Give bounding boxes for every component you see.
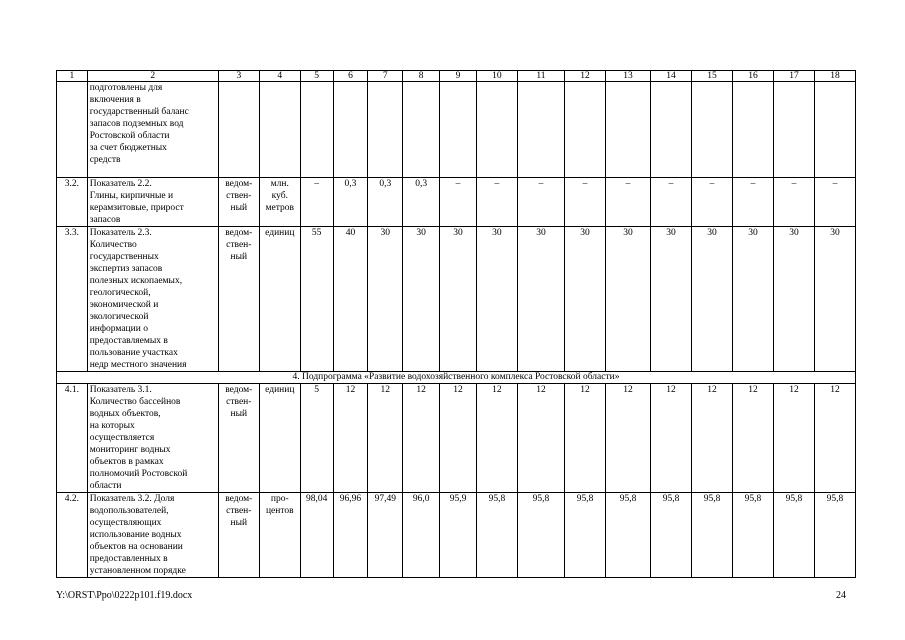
data-source: ведом- ствен- ный <box>218 227 259 372</box>
page-number: 24 <box>836 590 846 601</box>
value-cell: 0,3 <box>368 178 403 227</box>
value-cell <box>476 82 517 178</box>
value-cell: 95,8 <box>773 493 814 578</box>
value-cell: – <box>605 178 650 227</box>
indicator-name: подготовлены для включения в государственный баланс запасов подземных вод Ростовской области за счет бюджетных средств <box>87 82 218 178</box>
header-cell: 9 <box>440 71 477 82</box>
value-cell: 96,96 <box>333 493 368 578</box>
unit: единиц <box>259 227 300 372</box>
value-cell: 95,8 <box>476 493 517 578</box>
value-cell: 12 <box>773 384 814 493</box>
value-cell: – <box>732 178 773 227</box>
value-cell <box>732 82 773 178</box>
header-cell: 13 <box>605 71 650 82</box>
value-cell <box>565 82 606 178</box>
header-cell: 3 <box>218 71 259 82</box>
header-cell: 8 <box>403 71 440 82</box>
header-cell: 15 <box>692 71 733 82</box>
value-cell: 30 <box>773 227 814 372</box>
value-cell: 30 <box>651 227 692 372</box>
table-row <box>57 493 856 578</box>
value-cell: – <box>814 178 855 227</box>
row-number <box>57 82 88 178</box>
unit: про- центов <box>259 493 300 578</box>
value-cell: 30 <box>732 227 773 372</box>
value-cell: 95,8 <box>651 493 692 578</box>
value-cell: – <box>773 178 814 227</box>
value-cell: – <box>440 178 477 227</box>
value-cell <box>333 82 368 178</box>
value-cell: 12 <box>403 384 440 493</box>
value-cell: 30 <box>692 227 733 372</box>
table-row <box>57 384 856 493</box>
value-cell: – <box>692 178 733 227</box>
value-cell: 12 <box>565 384 606 493</box>
value-cell: – <box>517 178 564 227</box>
value-cell: 30 <box>440 227 477 372</box>
header-cell: 16 <box>732 71 773 82</box>
row-number: 3.3. <box>57 227 88 372</box>
value-cell: – <box>300 178 333 227</box>
value-cell: 12 <box>476 384 517 493</box>
header-cell: 5 <box>300 71 333 82</box>
value-cell: 12 <box>517 384 564 493</box>
value-cell: 97,49 <box>368 493 403 578</box>
value-cell: 98,04 <box>300 493 333 578</box>
data-source: ведом- ствен- ный <box>218 493 259 578</box>
value-cell <box>814 82 855 178</box>
unit <box>259 82 300 178</box>
value-cell: 12 <box>651 384 692 493</box>
section-row <box>57 372 856 384</box>
header-cell: 17 <box>773 71 814 82</box>
value-cell: 95,9 <box>440 493 477 578</box>
value-cell <box>773 82 814 178</box>
value-cell <box>605 82 650 178</box>
value-cell: – <box>651 178 692 227</box>
value-cell: 12 <box>368 384 403 493</box>
table-row <box>57 178 856 227</box>
row-number: 4.1. <box>57 384 88 493</box>
header-cell: 6 <box>333 71 368 82</box>
indicator-name: Показатель 3.1. Количество бассейнов водных объектов, на которых осуществляется мониторинг водных объектов в рамках полномочий Ростовской области <box>87 384 218 493</box>
value-cell: 12 <box>732 384 773 493</box>
value-cell: 12 <box>692 384 733 493</box>
indicator-name: Показатель 2.2. Глины, кирпичные и керамзитовые, прирост запасов <box>87 178 218 227</box>
value-cell: 5 <box>300 384 333 493</box>
header-cell: 12 <box>565 71 606 82</box>
row-number: 4.2. <box>57 493 88 578</box>
table-row <box>57 227 856 372</box>
value-cell <box>517 82 564 178</box>
header-cell: 7 <box>368 71 403 82</box>
value-cell: 55 <box>300 227 333 372</box>
value-cell: 96,0 <box>403 493 440 578</box>
header-cell: 2 <box>87 71 218 82</box>
value-cell <box>440 82 477 178</box>
value-cell: 12 <box>814 384 855 493</box>
value-cell: 95,8 <box>605 493 650 578</box>
header-cell: 1 <box>57 71 88 82</box>
value-cell: 95,8 <box>565 493 606 578</box>
value-cell: 95,8 <box>814 493 855 578</box>
section-title: 4. Подпрограмма «Развитие водохозяйственного комплекса Ростовской области» <box>57 372 856 384</box>
value-cell: 95,8 <box>732 493 773 578</box>
data-source: ведом- ствен- ный <box>218 178 259 227</box>
value-cell: – <box>476 178 517 227</box>
header-cell: 10 <box>476 71 517 82</box>
value-cell <box>300 82 333 178</box>
header-cell: 18 <box>814 71 855 82</box>
value-cell: 30 <box>814 227 855 372</box>
indicators-table <box>56 70 856 578</box>
value-cell: 30 <box>368 227 403 372</box>
value-cell: 0,3 <box>403 178 440 227</box>
value-cell: 12 <box>605 384 650 493</box>
value-cell: 30 <box>605 227 650 372</box>
table-row <box>57 82 856 178</box>
value-cell <box>368 82 403 178</box>
value-cell: 30 <box>403 227 440 372</box>
value-cell: 30 <box>517 227 564 372</box>
unit: млн. куб. метров <box>259 178 300 227</box>
value-cell: 95,8 <box>692 493 733 578</box>
value-cell: 40 <box>333 227 368 372</box>
value-cell: 95,8 <box>517 493 564 578</box>
value-cell <box>651 82 692 178</box>
row-number: 3.2. <box>57 178 88 227</box>
value-cell <box>403 82 440 178</box>
header-cell: 4 <box>259 71 300 82</box>
indicator-name: Показатель 2.3. Количество государственных экспертиз запасов полезных ископаемых, геологической, экономической и экологической информации о предоставляемых в пользование участках недр местного значения <box>87 227 218 372</box>
data-source <box>218 82 259 178</box>
unit: единиц <box>259 384 300 493</box>
value-cell: 12 <box>333 384 368 493</box>
value-cell: – <box>565 178 606 227</box>
data-source: ведом- ствен- ный <box>218 384 259 493</box>
value-cell: 0,3 <box>333 178 368 227</box>
header-cell: 11 <box>517 71 564 82</box>
file-path: Y:\ORST\Ppo\0222p101.f19.docx <box>56 590 193 601</box>
value-cell: 12 <box>440 384 477 493</box>
indicator-name: Показатель 3.2. Доля водопользователей, осуществляющих использование водных объектов на основании предоставленных в установленном порядке <box>87 493 218 578</box>
header-row <box>57 71 856 82</box>
header-cell: 14 <box>651 71 692 82</box>
value-cell: 30 <box>476 227 517 372</box>
value-cell: 30 <box>565 227 606 372</box>
value-cell <box>692 82 733 178</box>
